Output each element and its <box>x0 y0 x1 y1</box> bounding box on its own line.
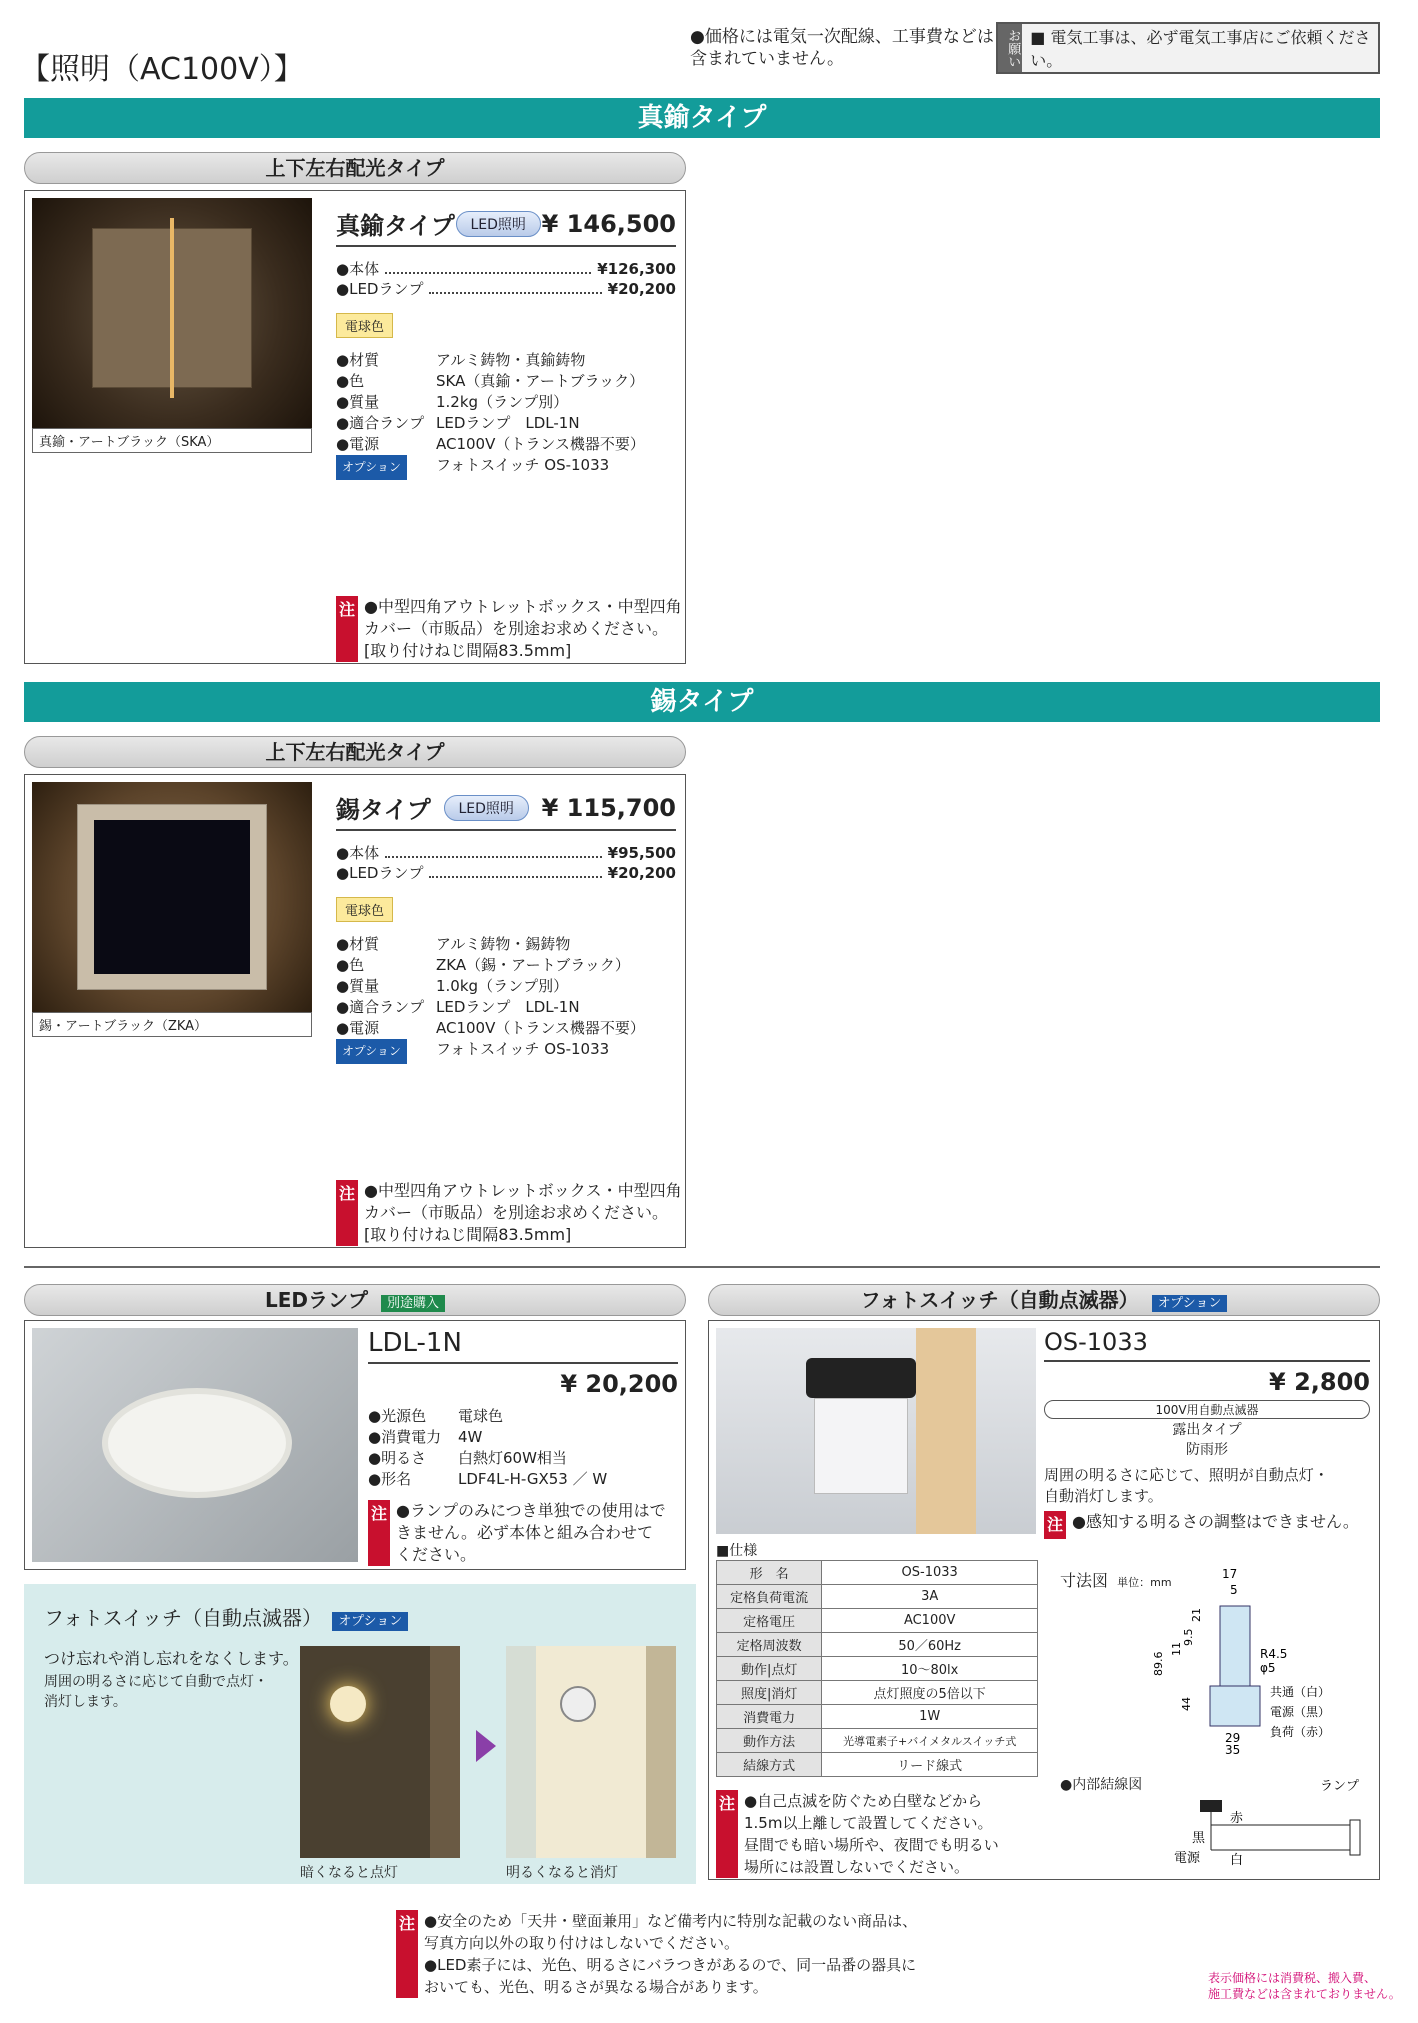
page-title: 【照明（AC100V）】 <box>20 52 304 87</box>
tin-spec-value: 1.0kg（ランプ別） <box>436 977 569 995</box>
spec-heading: ■仕様 <box>716 1543 758 1559</box>
brass-spec-value: SKA（真鍮・アートブラック） <box>436 372 645 390</box>
lamp-model: LDL-1N <box>368 1328 678 1364</box>
spec-value: 光導電素子+バイメタルスイッチ式 <box>822 1729 1038 1753</box>
dimension-drawing <box>1150 1566 1370 1756</box>
spec-value: AC100V <box>822 1609 1038 1633</box>
brass-product-photo <box>32 198 312 428</box>
tin-spec-key: ●電源 <box>336 1019 380 1037</box>
spec-table <box>716 1560 1038 1777</box>
dim-label: 21 <box>1190 1608 1203 1622</box>
table-row <box>717 1657 1038 1681</box>
brass-color-tag: 電球色 <box>336 313 393 338</box>
request-box <box>996 22 1380 74</box>
spec-value: OS-1033 <box>822 1561 1038 1585</box>
tin-body-label: ●本体 <box>336 844 380 862</box>
switch-note-text: ●感知する明るさの調整はできません。 <box>1072 1512 1359 1531</box>
switch-photo <box>716 1328 1036 1534</box>
tin-spec-value: アルミ鋳物・錫鋳物 <box>436 935 571 953</box>
note-mark: 注 <box>1044 1511 1066 1539</box>
lamp-spec-value: LDF4L-H-GX53 ／ W <box>458 1470 608 1488</box>
brass-info <box>336 206 676 480</box>
lamp-spec-key: ●形名 <box>368 1470 412 1488</box>
wire-label: 共通（白） <box>1270 1685 1331 1699</box>
wire-label: 赤 <box>1230 1811 1244 1826</box>
spec-key: 消費電力 <box>717 1705 822 1729</box>
dim-label: 29 <box>1225 1731 1241 1745</box>
brass-option-tag: オプション <box>336 455 407 480</box>
tin-color-tag: 電球色 <box>336 897 393 922</box>
brass-note <box>336 596 682 662</box>
brass-spec-value: LEDランプ LDL-1N <box>436 414 580 432</box>
photoswitch-info-tag: オプション <box>332 1612 408 1631</box>
spec-key: 結線方式 <box>717 1753 822 1777</box>
light-scene <box>506 1646 676 1858</box>
switch-model: OS-1033 <box>1044 1328 1370 1362</box>
tin-note-text: ●中型四角アウトレットボックス・中型四角 カバー（市販品）を別途お求めください。 [取り付けねじ間隔83.5mm] <box>364 1181 682 1244</box>
dim-label: 5 <box>1230 1583 1238 1597</box>
brass-note-text: ●中型四角アウトレットボックス・中型四角 カバー（市販品）を別途お求めください。 [取り付けねじ間隔83.5mm] <box>364 597 682 660</box>
wire-label: 黒 <box>1192 1831 1206 1846</box>
section-brass: 真鍮タイプ <box>24 98 1380 138</box>
tin-spec-value: ZKA（錫・アートブラック） <box>436 956 630 974</box>
lamp-title: LEDランプ <box>265 1288 369 1312</box>
photoswitch-desc: 周囲の明るさに応じて自動で点灯・ 消灯します。 <box>44 1674 268 1710</box>
tax-note: 表示価格には消費税、搬入費、 施工費などは含まれておりません。 <box>1208 1971 1401 2001</box>
brass-subtitle: 上下左右配光タイプ <box>24 152 686 184</box>
switch-type1: 露出タイプ <box>1172 1422 1242 1438</box>
dim-label: R4.5 <box>1260 1647 1288 1661</box>
brass-spec-key: ●電源 <box>336 435 380 453</box>
tin-option-tag: オプション <box>336 1039 407 1064</box>
brass-price: ¥ 146,500 <box>541 209 676 238</box>
spec-key: 形 名 <box>717 1561 822 1585</box>
switch-price: ¥ 2,800 <box>1269 1368 1370 1396</box>
dim-label: 17 <box>1222 1567 1238 1581</box>
price-notice: ●価格には電気一次配線、工事費などは 含まれていません。 <box>690 27 994 69</box>
wire-label: 白 <box>1230 1853 1244 1868</box>
note-mark: 注 <box>368 1500 390 1566</box>
switch-tag: オプション <box>1152 1295 1228 1312</box>
spec-key: 動作方法 <box>717 1729 822 1753</box>
switch-type2: 防雨形 <box>1186 1442 1228 1458</box>
divider <box>24 1266 1380 1268</box>
switch-info <box>1044 1328 1370 1539</box>
lamp-photo <box>32 1328 358 1562</box>
footer-note <box>396 1910 1076 1998</box>
spec-value: 点灯照度の5倍以下 <box>822 1681 1038 1705</box>
brass-product-name: 真鍮タイプ <box>336 212 455 240</box>
table-row <box>717 1585 1038 1609</box>
brass-spec-key: ●適合ランプ <box>336 414 425 432</box>
switch-header <box>708 1284 1380 1316</box>
dim-label: 44 <box>1180 1697 1193 1711</box>
brass-spec-key: ●材質 <box>336 351 380 369</box>
switch-type-label: 100V用自動点滅器 <box>1044 1400 1370 1419</box>
tin-price: ¥ 115,700 <box>541 793 676 822</box>
spec-value: 1W <box>822 1705 1038 1729</box>
tin-product-photo <box>32 782 312 1012</box>
dim-label: 89.6 <box>1152 1651 1165 1676</box>
wire-label: 電源（黒） <box>1270 1705 1331 1719</box>
brass-lamp-label: ●LEDランプ <box>336 280 424 298</box>
lamp-price: ¥ 20,200 <box>560 1370 678 1398</box>
table-row <box>717 1609 1038 1633</box>
brass-caption: 真鍮・アートブラック（SKA） <box>32 428 312 453</box>
tin-lamp-price: ¥20,200 <box>607 864 676 882</box>
tin-subtitle: 上下左右配光タイプ <box>24 736 686 768</box>
tin-spec-key: ●材質 <box>336 935 380 953</box>
lamp-spec-value: 4W <box>458 1428 483 1446</box>
footer-note-text: ●安全のため「天井・壁面兼用」など備考内に特別な記載のない商品は、 写真方向以外の取り付けはしないでください。 ●LED素子には、光色、明るさにバラつきがあるので、同一品番の器具に おいても、光色、明るさが異なる場合があります。 <box>424 1912 918 1996</box>
note-mark: 注 <box>336 596 358 662</box>
lamp-note-text: ●ランプのみにつき単独での使用はで きません。必ず本体と組み合わせて ください。 <box>396 1501 666 1564</box>
spec-key: 定格周波数 <box>717 1633 822 1657</box>
dim-unit: 単位：mm <box>1117 1576 1172 1589</box>
photoswitch-info-title <box>44 1602 408 1631</box>
tin-spec-key: ●適合ランプ <box>336 998 425 1016</box>
tin-spec-value: AC100V（トランス機器不要） <box>436 1019 645 1037</box>
wire-label: 電源 <box>1174 1851 1201 1866</box>
tin-info <box>336 790 676 1064</box>
switch-note2 <box>716 1790 1056 1878</box>
lamp-tag: 別途購入 <box>381 1295 445 1312</box>
spec-key: 動作|点灯 <box>717 1657 822 1681</box>
spec-key: 定格電圧 <box>717 1609 822 1633</box>
wiring-title: ●内部結線図 <box>1060 1777 1143 1793</box>
brass-lamp-price: ¥20,200 <box>607 280 676 298</box>
tin-body-price: ¥95,500 <box>607 844 676 862</box>
brass-body-label: ●本体 <box>336 260 380 278</box>
caption-dark: 暗くなると点灯 <box>300 1865 398 1881</box>
lamp-spec-key: ●明るさ <box>368 1449 427 1467</box>
table-row <box>717 1633 1038 1657</box>
lamp-info <box>368 1328 678 1566</box>
note-mark: 注 <box>336 1180 358 1246</box>
tin-product-name: 錫タイプ <box>336 796 431 824</box>
wire-label: ランプ <box>1320 1779 1360 1794</box>
photoswitch-info-title-text: フォトスイッチ（自動点滅器） <box>44 1606 322 1630</box>
electrical-notice: ■ 電気工事は、必ず電気工事店にご依頼ください。 <box>1030 28 1371 70</box>
brass-spec-value: AC100V（トランス機器不要） <box>436 435 645 453</box>
dim-label: 11 <box>1170 1642 1183 1656</box>
arrow-icon <box>476 1730 496 1762</box>
lamp-spec-value: 白熱灯60W相当 <box>458 1449 567 1467</box>
spec-value: 3A <box>822 1585 1038 1609</box>
tin-led-badge: LED照明 <box>444 795 529 821</box>
lamp-spec-value: 電球色 <box>458 1407 504 1425</box>
tin-caption: 錫・アートブラック（ZKA） <box>32 1012 312 1037</box>
brass-option-value: フォトスイッチ OS-1033 <box>436 456 610 474</box>
tin-spec-key: ●色 <box>336 956 365 974</box>
lamp-spec-key: ●消費電力 <box>368 1428 442 1446</box>
lamp-spec-key: ●光源色 <box>368 1407 427 1425</box>
tin-spec-value: LEDランプ LDL-1N <box>436 998 580 1016</box>
lamp-header <box>24 1284 686 1316</box>
tin-option-value: フォトスイッチ OS-1033 <box>436 1040 610 1058</box>
dim-label: 9.5 <box>1182 1628 1195 1646</box>
brass-led-badge: LED照明 <box>456 211 541 237</box>
table-row <box>717 1729 1038 1753</box>
tin-spec-key: ●質量 <box>336 977 380 995</box>
switch-note2-text: ●自己点滅を防ぐため白壁などから 1.5m以上離して設置してください。 昼間でも暗い場所や、夜間でも明るい 場所には設置しないでください。 <box>744 1792 999 1876</box>
dim-title: 寸法図 <box>1060 1571 1109 1590</box>
table-row <box>717 1705 1038 1729</box>
tin-lamp-label: ●LEDランプ <box>336 864 424 882</box>
dim-label: φ5 <box>1260 1661 1276 1675</box>
table-row <box>717 1753 1038 1777</box>
brass-spec-value: アルミ鋳物・真鍮鋳物 <box>436 351 586 369</box>
caption-light: 明るくなると消灯 <box>506 1865 618 1881</box>
brass-spec-key: ●色 <box>336 372 365 390</box>
onegai-label: お願い <box>998 24 1022 72</box>
section-tin: 錫タイプ <box>24 682 1380 722</box>
spec-value: 10〜80lx <box>822 1657 1038 1681</box>
spec-key: 定格負荷電流 <box>717 1585 822 1609</box>
wiring-diagram <box>1170 1770 1370 1870</box>
dark-scene <box>300 1646 460 1858</box>
photoswitch-lead: つけ忘れや消し忘れをなくします。 <box>44 1649 299 1668</box>
spec-value: リード線式 <box>822 1753 1038 1777</box>
switch-desc: 周囲の明るさに応じて、照明が自動点灯・ 自動消灯します。 <box>1044 1466 1329 1505</box>
dim-label: 35 <box>1225 1743 1241 1756</box>
spec-key: 照度|消灯 <box>717 1681 822 1705</box>
note-mark: 注 <box>716 1790 738 1878</box>
note-mark: 注 <box>396 1910 418 1998</box>
table-row <box>717 1561 1038 1585</box>
brass-body-price: ¥126,300 <box>597 260 676 278</box>
table-row <box>717 1681 1038 1705</box>
brass-spec-key: ●質量 <box>336 393 380 411</box>
brass-spec-value: 1.2kg（ランプ別） <box>436 393 569 411</box>
wire-label: 負荷（赤） <box>1270 1725 1331 1739</box>
tin-note <box>336 1180 682 1246</box>
spec-value: 50／60Hz <box>822 1633 1038 1657</box>
switch-title: フォトスイッチ（自動点滅器） <box>860 1288 1139 1312</box>
